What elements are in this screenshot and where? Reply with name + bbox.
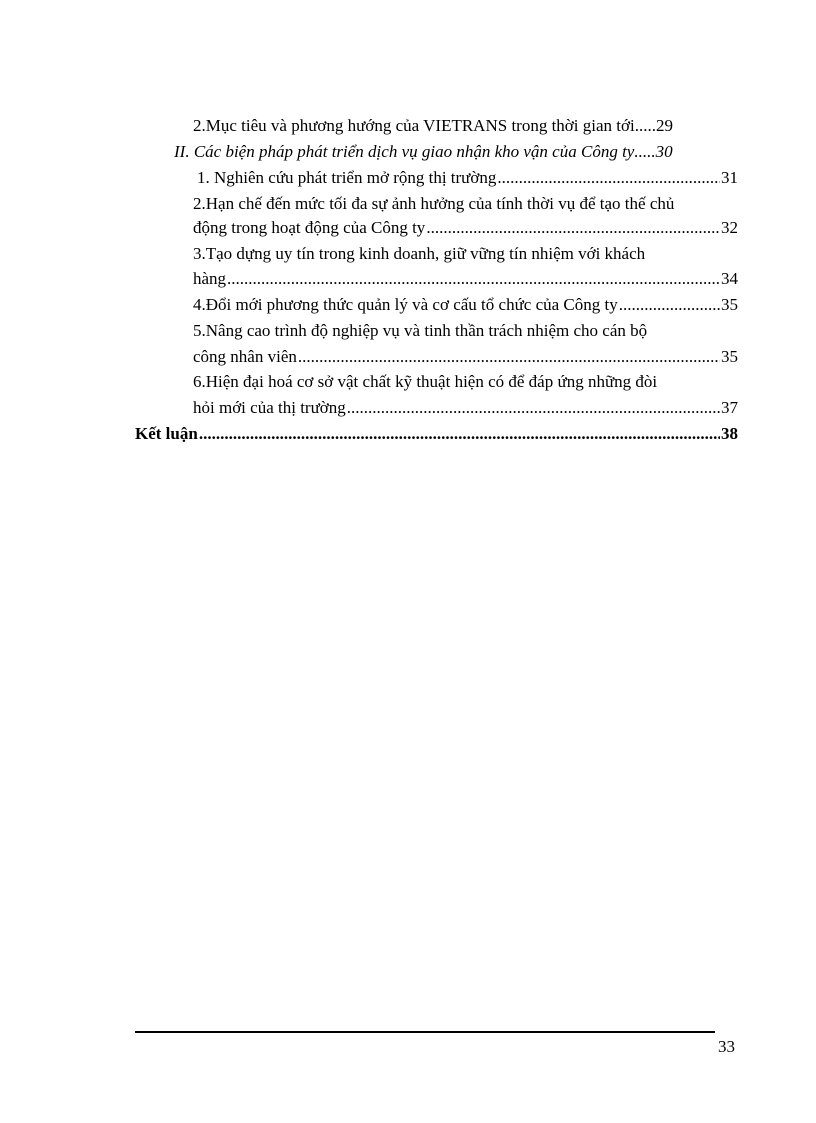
- toc-entry-tao-dung-line2[interactable]: [0, 266, 738, 292]
- toc-entry-nang-cao-line2[interactable]: [0, 344, 738, 370]
- toc-entry-doi-moi[interactable]: [0, 292, 738, 318]
- toc-entry-text: động trong hoạt động của Công ty: [193, 218, 426, 237]
- toc-entry-leader: .....: [634, 116, 656, 135]
- toc-entry-text: 2.Hạn chế đến mức tối đa sự ảnh hưởng của tính thời vụ để tạo thế chủ: [193, 194, 675, 213]
- toc-entry-page: 29: [655, 116, 673, 135]
- toc-entry-text: công nhân viên: [193, 347, 297, 366]
- toc-entry-han-che-line2[interactable]: [0, 215, 738, 241]
- toc-entry-text: 3.Tạo dựng uy tín trong kinh doanh, giữ vững tín nhiệm với khách: [193, 244, 646, 263]
- toc-entry-ket-luan[interactable]: [0, 421, 738, 447]
- page-number: 33: [718, 1037, 735, 1056]
- toc-leader-dots: [347, 395, 720, 421]
- toc-entry-leader: .....: [634, 142, 656, 161]
- toc-leader-dots: [497, 165, 720, 191]
- toc-entry-han-che-line1[interactable]: [0, 191, 738, 217]
- footer-divider: [135, 1031, 715, 1033]
- toc-entry-nang-cao-line1[interactable]: [0, 318, 738, 344]
- toc-entry-page: 34: [721, 269, 738, 288]
- toc-leader-dots: [199, 421, 720, 447]
- toc-entry-tao-dung-line1[interactable]: [0, 241, 738, 267]
- toc-entry-page: 30: [655, 142, 673, 161]
- toc-entry-page: 31: [721, 168, 738, 187]
- toc-leader-dots: [298, 344, 720, 370]
- toc-entry-page: 35: [721, 295, 738, 314]
- toc-entry-text: 5.Nâng cao trình độ nghiệp vụ và tinh thần trách nhiệm cho cán bộ: [193, 321, 648, 340]
- toc-entry-hien-dai-hoa-line1[interactable]: [0, 369, 738, 395]
- toc-entry-nghien-cuu[interactable]: [0, 165, 738, 191]
- toc-entry-text: 1. Nghiên cứu phát triển mở rộng thị trường: [197, 168, 497, 187]
- toc-leader-dots: [426, 215, 720, 241]
- toc-entry-section-ii[interactable]: [0, 139, 738, 165]
- toc-entry-text: 2.Mục tiêu và phương hướng của VIETRANS trong thời gian tới: [193, 116, 635, 135]
- toc-entry-text: hàng: [193, 269, 227, 288]
- toc-entry-page: 35: [721, 347, 738, 366]
- toc-entry-muc-tieu[interactable]: [0, 113, 738, 139]
- toc-entry-text: Kết luận: [135, 424, 198, 443]
- toc-entry-page: 32: [721, 218, 738, 237]
- toc-entry-text: II. Các biện pháp phát triển dịch vụ giao nhận kho vận của Công ty: [174, 142, 635, 161]
- toc-entry-hien-dai-hoa-line2[interactable]: [0, 395, 738, 421]
- toc-leader-dots: [619, 292, 720, 318]
- toc-entry-text: 6.Hiện đại hoá cơ sở vật chất kỹ thuật hiện có để đáp ứng những đòi: [193, 372, 658, 391]
- toc-entry-text: hỏi mới của thị trường: [193, 398, 346, 417]
- toc-entry-text: 4.Đổi mới phương thức quản lý và cơ cấu tổ chức của Công ty: [193, 295, 618, 314]
- toc-entry-page: 38: [721, 424, 738, 443]
- toc-entry-page: 37: [721, 398, 738, 417]
- toc-leader-dots: [227, 266, 720, 292]
